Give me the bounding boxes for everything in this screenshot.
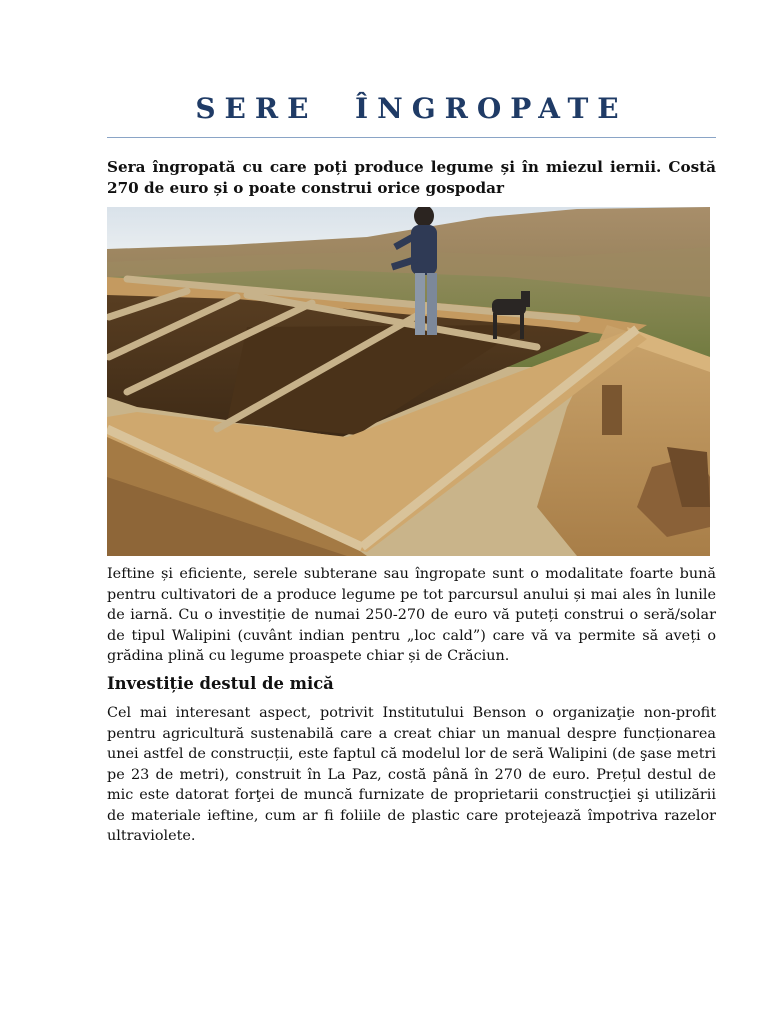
page-title: SERE ÎNGROPATE xyxy=(195,92,628,125)
intro-paragraph: Ieftine și eficiente, serele subterane sau îngropate sunt o modalitate foarte bună pentru cultivatori de a produce legume pe tot parcursul anului și mai ales în lunile de iarnă. Cu o investiție de numai 250-270 de euro vă puteți construi o seră/solar de tipul Walipini (cuvânt indian pentru „loc cald”) care vă va permite să aveți o grădina plină cu legume proaspete chiar și de Crăciun. xyxy=(107,566,716,664)
lead-paragraph: Sera îngropată cu care poți produce legume și în miezul iernii. Costă 270 de euro și o poate construi orice gospodar xyxy=(107,158,716,197)
title-divider xyxy=(107,137,716,138)
photo-illustration xyxy=(107,207,710,556)
section-heading: Investiție destul de mică xyxy=(107,674,334,693)
body-paragraph: Cel mai interesant aspect, potrivit Institutului Benson o organizaţie non-profit pentru agricultură sustenabilă care a creat chiar un manual despre funcționarea unei astfel de construcții, este faptul că modelul lor de seră Walipini (de şase metri pe 23 de metri), construit în La Paz, costă până în 270 de euro. Prețul destul de mic este datorat forţei de muncă furnizate de proprietarii construcţiei şi utilizării de materiale ieftine, cum ar fi foliile de plastic care protejează împotriva razelor ultraviolete. xyxy=(107,705,716,844)
underground-greenhouse-photo xyxy=(107,207,710,556)
